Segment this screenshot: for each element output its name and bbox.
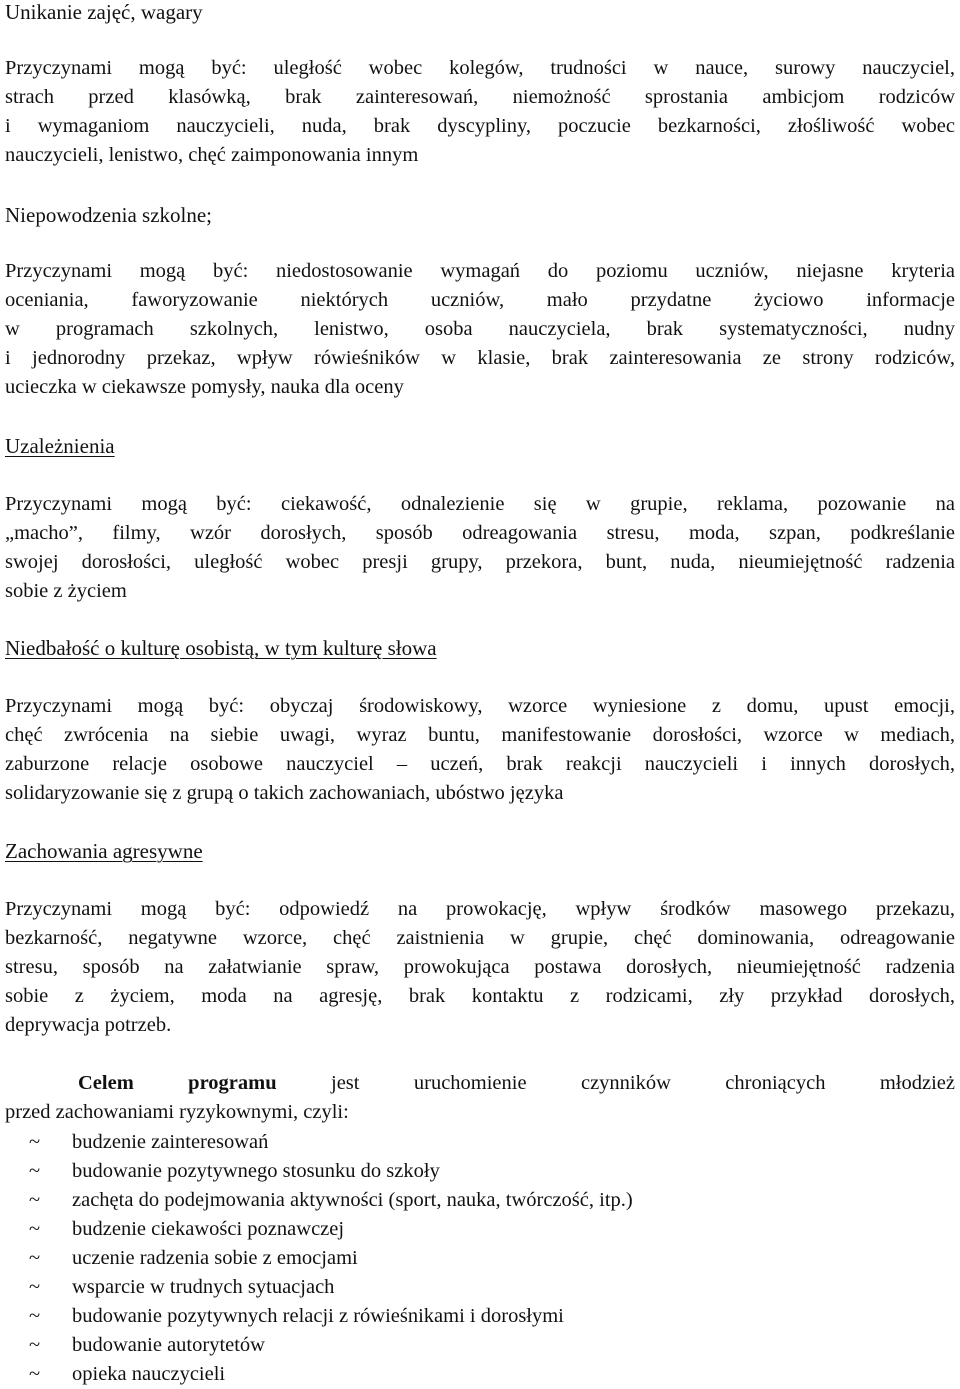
tilde-bullet-icon: ~ [29, 1363, 41, 1385]
tilde-bullet-icon: ~ [29, 1131, 41, 1153]
tilde-bullet-icon: ~ [29, 1305, 41, 1327]
tilde-bullet-icon: ~ [29, 1247, 41, 1269]
list-item-text: budowanie pozytywnych relacji z rówieśnikami i dorosłymi [72, 1305, 564, 1327]
tilde-bullet-icon: ~ [29, 1334, 41, 1356]
section-paragraph-aggression [5, 895, 955, 1040]
list-item-text: budzenie zainteresowań [72, 1131, 269, 1153]
list-item [5, 1186, 945, 1215]
paragraph-line: bezkarność, negatywne wzorce, chęć zaistnienia w grupie, chęć dominowania, odreagowanie [5, 927, 955, 949]
paragraph-line: i wymaganiom nauczycieli, nuda, brak dyscypliny, poczucie bezkarności, złośliwość wobec [5, 115, 955, 137]
list-item [5, 1273, 945, 1302]
protective-factors-list [5, 1128, 945, 1389]
list-item-text: zachęta do podejmowania aktywności (sport, nauka, twórczość, itp.) [72, 1189, 633, 1211]
section-heading-truancy: Unikanie zajęć, wagary [5, 0, 203, 24]
list-item [5, 1157, 945, 1186]
section-heading-school-failure: Niepowodzenia szkolne; [5, 203, 213, 227]
paragraph-line [5, 1069, 955, 1098]
section-paragraph-school-failure [5, 257, 955, 402]
paragraph-line: stresu, sposób na załatwianie spraw, prowokująca postawa dorosłych, nieumiejętność radzenia [5, 956, 955, 978]
list-item-text: budowanie autorytetów [72, 1334, 265, 1356]
paragraph-line: „macho”, filmy, wzór dorosłych, sposób odreagowania stresu, moda, szpan, podkreślanie [5, 522, 955, 544]
list-item-text: uczenie radzenia sobie z emocjami [72, 1247, 358, 1269]
list-item-text: wsparcie w trudnych sytuacjach [72, 1276, 335, 1298]
tilde-bullet-icon: ~ [29, 1276, 41, 1298]
list-item [5, 1360, 945, 1389]
paragraph-line: Przyczynami mogą być: uległość wobec kolegów, trudności w nauce, surowy nauczyciel, [5, 57, 955, 79]
paragraph-line: deprywacja potrzeb. [5, 1014, 172, 1036]
list-item [5, 1331, 945, 1360]
section-heading-addictions: Uzależnienia [5, 434, 115, 458]
list-item-text: budowanie pozytywnego stosunku do szkoły [72, 1160, 440, 1182]
list-item-text: opieka nauczycieli [72, 1363, 226, 1385]
paragraph-line: strach przed klasówką, brak zainteresowań, niemożność sprostania ambicjom rodziców [5, 86, 955, 108]
section-paragraph-truancy [5, 54, 955, 170]
section-heading-personal-culture: Niedbałość o kulturę osobistą, w tym kulturę słowa [5, 636, 437, 660]
paragraph-line: Przyczynami mogą być: obyczaj środowiskowy, wzorce wyniesione z domu, upust emocji, [5, 695, 955, 717]
program-goal-text: jest uruchomienie czynników chroniących młodzież [276, 1072, 955, 1094]
paragraph-line: sobie z życiem [5, 580, 127, 602]
paragraph-line: solidaryzowanie się z grupą o takich zachowaniach, ubóstwo języka [5, 782, 564, 804]
list-item-text: budzenie ciekawości poznawczej [72, 1218, 345, 1240]
section-heading-aggression: Zachowania agresywne [5, 839, 203, 863]
paragraph-line: swojej dorosłości, uległość wobec presji grupy, przekora, bunt, nuda, nieumiejętność radzenia [5, 551, 955, 573]
tilde-bullet-icon: ~ [29, 1189, 41, 1211]
section-paragraph-addictions [5, 490, 955, 606]
tilde-bullet-icon: ~ [29, 1160, 41, 1182]
paragraph-line: chęć zwrócenia na siebie uwagi, wyraz buntu, manifestowanie dorosłości, wzorce w mediach, [5, 724, 955, 746]
paragraph-line: oceniania, faworyzowanie niektórych uczniów, mało przydatne życiowo informacje [5, 289, 955, 311]
paragraph-line: ucieczka w ciekawsze pomysły, nauka dla oceny [5, 376, 404, 398]
paragraph-line: Przyczynami mogą być: odpowiedź na prowokację, wpływ środków masowego przekazu, [5, 898, 955, 920]
list-item [5, 1215, 945, 1244]
paragraph-line: Przyczynami mogą być: niedostosowanie wymagań do poziomu uczniów, niejasne kryteria [5, 260, 955, 282]
section-paragraph-personal-culture [5, 692, 955, 808]
paragraph-line: nauczycieli, lenistwo, chęć zaimponowania innym [5, 144, 419, 166]
program-goal-lead: Celem programu [78, 1072, 277, 1094]
paragraph-line: Przyczynami mogą być: ciekawość, odnalezienie się w grupie, reklama, pozowanie na [5, 493, 955, 515]
paragraph-line: i jednorodny przekaz, wpływ rówieśników w klasie, brak zainteresowania ze strony rodziców, [5, 347, 955, 369]
program-goal-paragraph [5, 1069, 955, 1127]
list-item [5, 1302, 945, 1331]
paragraph-line: przed zachowaniami ryzykownymi, czyli: [5, 1101, 349, 1123]
paragraph-line: zaburzone relacje osobowe nauczyciel – uczeń, brak reakcji nauczycieli i innych dorosłych, [5, 753, 955, 775]
paragraph-line: sobie z życiem, moda na agresję, brak kontaktu z rodzicami, zły przykład dorosłych, [5, 985, 955, 1007]
list-item [5, 1128, 945, 1157]
paragraph-line: w programach szkolnych, lenistwo, osoba nauczyciela, brak systematyczności, nudny [5, 318, 955, 340]
tilde-bullet-icon: ~ [29, 1218, 41, 1240]
list-item [5, 1244, 945, 1273]
